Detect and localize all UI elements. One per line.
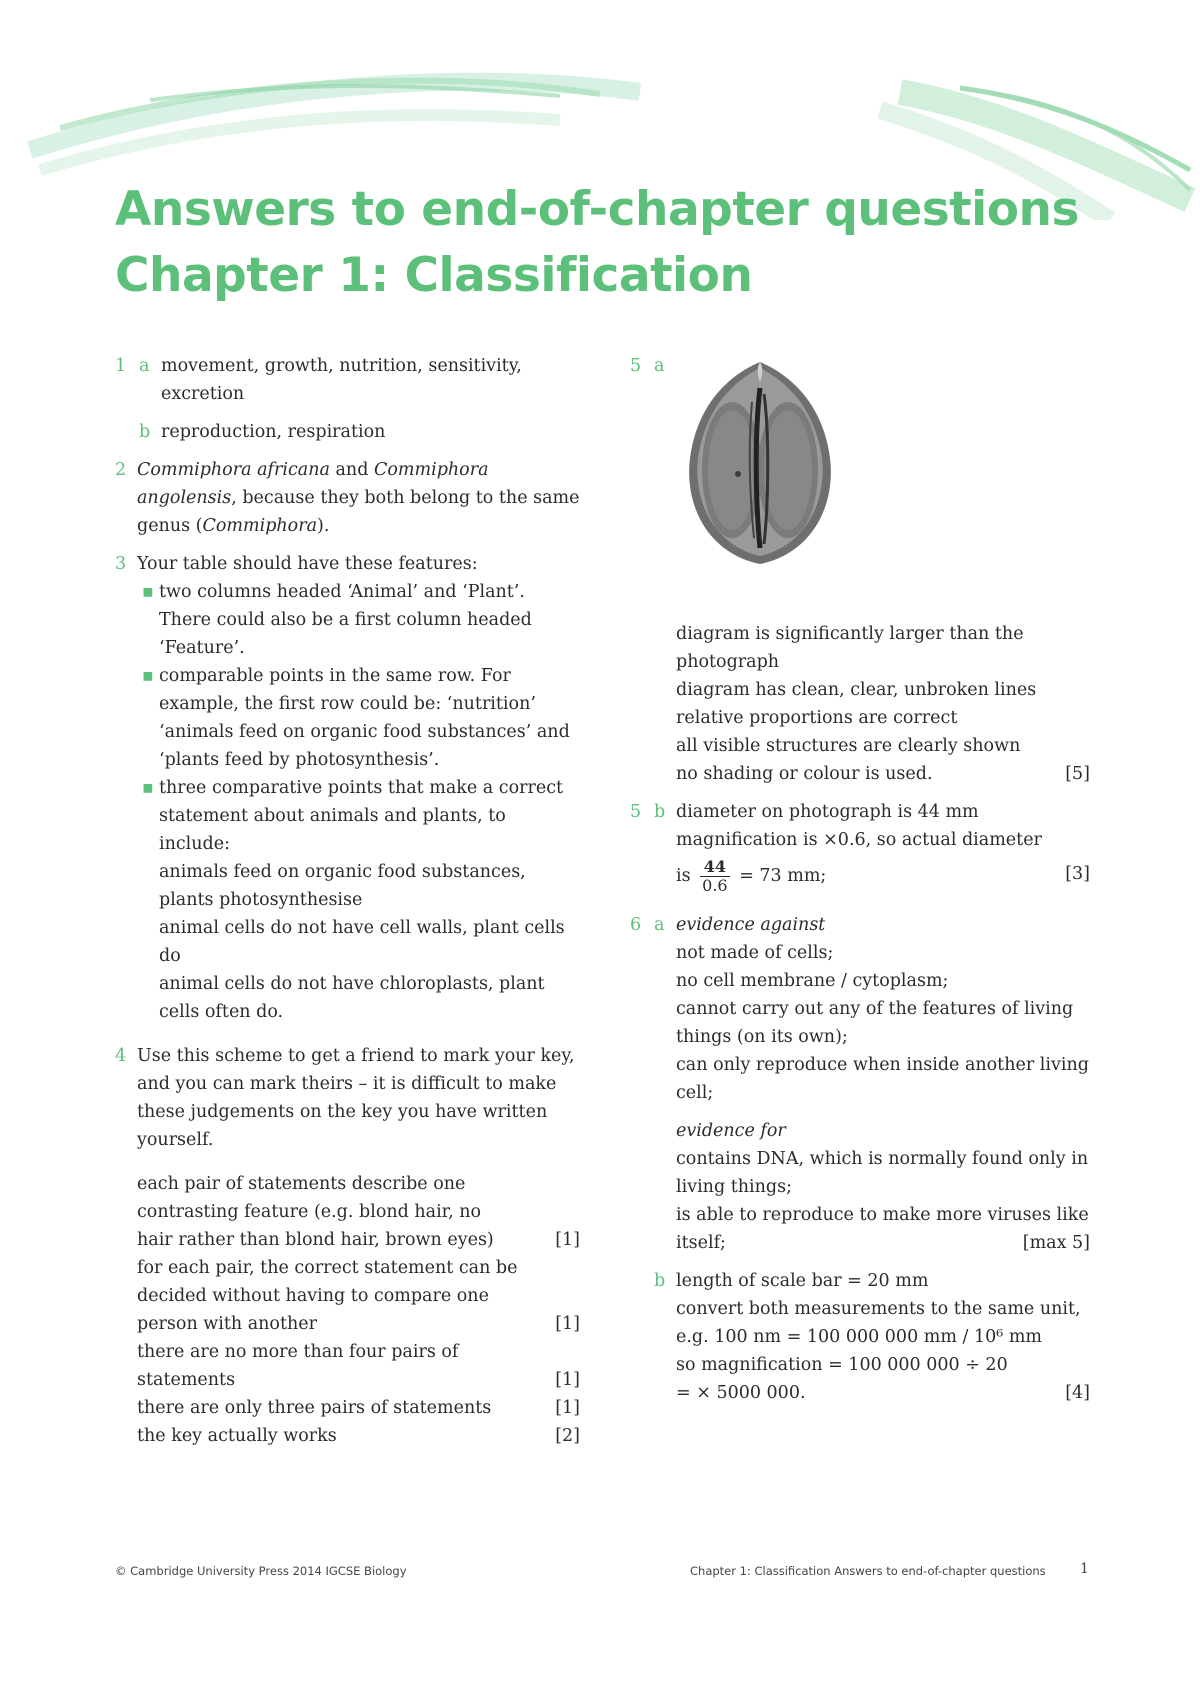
mark-scheme-line: there are only three pairs of statements [1] <box>137 1394 580 1422</box>
list-item: ▪ comparable points in the same row. For example, the first row could be: ‘nutrition’ ‘animals feed on organic food substances’ and ‘plants feed by photosynthesis’. <box>142 666 570 770</box>
answer-line: contains DNA, which is normally found only in living things; <box>676 1149 1089 1197</box>
part-label: a <box>139 356 150 376</box>
mark-value: [5] <box>1065 764 1090 784</box>
mark-value: [1] <box>555 1230 580 1250</box>
species-name: Commiphora angolensis <box>137 460 489 508</box>
answer-text: movement, growth, nutrition, sensitivity, excretion <box>161 356 522 404</box>
fraction: $\frac{44}{0.6}$ <box>702 857 728 895</box>
question-6b: b length of scale bar = 20 mm convert both measurements to the same unit, e.g. 100 nm = 100 000 000 mm / 10⁶ mm so magnification = 100 000 000 ÷ 20 = × 5000 000. [4] <box>630 1267 1090 1407</box>
mark-scheme-line: the key actually works [2] <box>137 1422 580 1450</box>
question-5a-answer <box>630 620 1090 788</box>
answer-intro: Use this scheme to get a friend to mark your key, and you can mark theirs – it is difficult to make these judgements on the key you have written yourself. <box>137 1046 575 1150</box>
part-label: a <box>654 356 665 376</box>
answer-line: not made of cells; <box>676 943 834 963</box>
question-1a <box>115 352 580 408</box>
question-6a <box>630 911 1090 1257</box>
answer-line: diagram is significantly larger than the photograph <box>676 624 1024 672</box>
sub-point: animal cells do not have cell walls, plant cells do <box>159 918 565 966</box>
question-number: 4 <box>115 1046 127 1066</box>
mark-value: [1] <box>555 1314 580 1334</box>
subheading: evidence against <box>676 915 826 935</box>
mark-value: [1] <box>555 1370 580 1390</box>
footer-copyright: © Cambridge University Press 2014 IGCSE Biology <box>115 1564 407 1578</box>
species-name: Commiphora africana <box>137 460 330 480</box>
genus-name: Commiphora <box>202 516 318 536</box>
question-number: 5 <box>630 356 642 376</box>
answer-text: Commiphora africana and Commiphora angolensis, because they both belong to the same genus (Commiphora). <box>137 460 580 536</box>
answer-line: all visible structures are clearly shown <box>676 736 1021 756</box>
part-label: b <box>139 422 151 442</box>
mark-scheme-line: each pair of statements describe one contrasting feature (e.g. blond hair, no hair rather than blond hair, brown eyes) [1] <box>137 1170 580 1254</box>
answer-text: reproduction, respiration <box>161 422 386 442</box>
answer-intro: Your table should have these features: <box>137 554 478 574</box>
question-number: 5 <box>630 802 642 822</box>
mark-scheme-line: for each pair, the correct statement can be decided without having to compare one person with another [1] <box>137 1254 580 1338</box>
subheading: evidence for <box>676 1121 786 1141</box>
mark-scheme-line: there are no more than four pairs of statements [1] <box>137 1338 580 1394</box>
answer-line: no shading or colour is used. <box>676 764 933 784</box>
footer-chapter-title: Chapter 1: Classification Answers to end-of-chapter questions <box>690 1564 1046 1578</box>
question-number: 2 <box>115 460 127 480</box>
question-1b <box>115 418 580 446</box>
mark-value: [max 5] <box>1022 1233 1090 1253</box>
sub-point: animal cells do not have chloroplasts, plant cells often do. <box>159 974 545 1022</box>
fruit-section-photograph <box>676 358 844 568</box>
mark-value: [4] <box>1065 1383 1090 1403</box>
mark-value: [1] <box>555 1398 580 1418</box>
page-title-line1: Answers to end-of-chapter questions <box>115 182 1079 237</box>
question-number: 3 <box>115 554 127 574</box>
list-item: ▪ three comparative points that make a correct statement about animals and plants, to include: animals feed on organic food substances, plants photosynthesise animal cells do not have cell walls, plant cells do animal cells do not have chloroplasts, plant cells often do. <box>137 774 580 1026</box>
answer-line: can only reproduce when inside another living cell; <box>676 1055 1089 1103</box>
part-label: b <box>654 802 666 822</box>
answer-line: no cell membrane / cytoplasm; <box>676 971 949 991</box>
mark-value: [2] <box>555 1426 580 1446</box>
part-label: b <box>654 1271 666 1291</box>
question-number: 6 <box>630 915 642 935</box>
list-item: ▪ two columns headed ‘Animal’ and ‘Plant’. There could also be a first column headed ‘Feature’. <box>142 582 532 658</box>
answer-line: diagram has clean, clear, unbroken lines <box>676 680 1037 700</box>
mark-value: [3] <box>1065 864 1090 884</box>
calculation: is $\frac{44}{0.6}$ = 73 mm; <box>676 857 827 895</box>
left-column <box>115 352 580 1450</box>
answer-line: cannot carry out any of the features of living things (on its own); <box>676 999 1074 1047</box>
question-number: 1 <box>115 356 127 376</box>
question-4 <box>115 1042 580 1450</box>
question-3 <box>115 550 580 1026</box>
question-5b: 5 b diameter on photograph is 44 mm magnification is ×0.6, so actual diameter is $\frac{44}{0.6}$ = 73 mm; [3] <box>630 798 1090 895</box>
page-title-line2: Chapter 1: Classification <box>115 248 753 303</box>
answer-line: relative proportions are correct <box>676 708 958 728</box>
part-label: a <box>654 915 665 935</box>
page-number: 1 <box>1080 1561 1089 1577</box>
sub-point: animals feed on organic food substances, plants photosynthesise <box>159 862 526 910</box>
answer-line: is able to reproduce to make more viruses like itself; <box>676 1205 1089 1253</box>
question-2 <box>115 456 580 540</box>
